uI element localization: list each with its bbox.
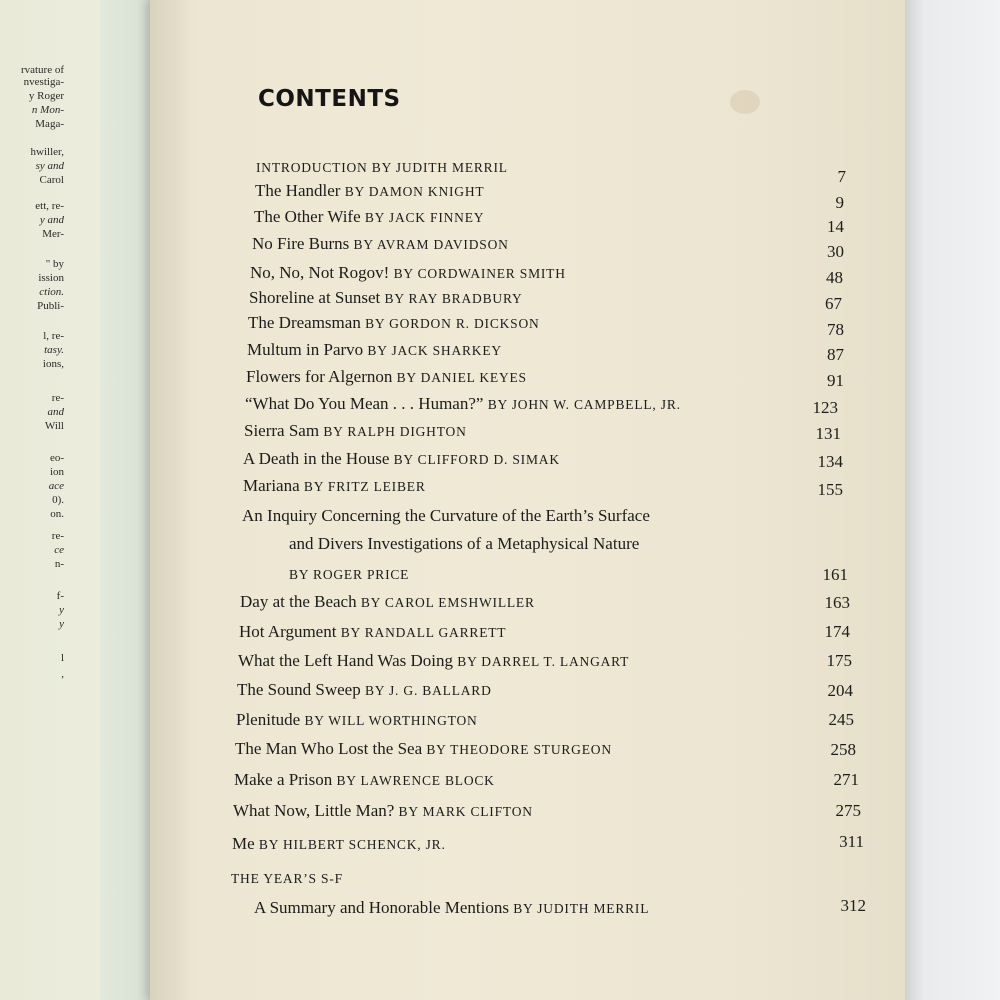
story-title: Day at the Beach — [240, 592, 357, 611]
page-number: 9 — [835, 193, 844, 212]
toc-entry — [244, 421, 467, 442]
story-title: Plenitude — [236, 710, 301, 729]
left-page-line: nvestiga- — [23, 76, 64, 88]
story-title: What Now, Little Man? — [233, 801, 395, 820]
left-page-line: ce — [54, 544, 64, 556]
left-page-line: Will — [44, 420, 64, 432]
paper-stain — [730, 90, 760, 114]
author-credit: BY CLIFFORD D. SIMAK — [393, 452, 560, 467]
story-title: The Sound Sweep — [237, 680, 361, 699]
background-surface — [905, 0, 1000, 1000]
toc-entry — [236, 710, 478, 731]
page-number: 163 — [824, 593, 850, 612]
left-page-line: tasy. — [44, 344, 64, 356]
page-title: CONTENTS — [258, 86, 401, 112]
left-page-line: re- — [51, 530, 64, 542]
author-credit: INTRODUCTION BY JUDITH MERRIL — [256, 160, 508, 175]
toc-entry — [232, 834, 446, 855]
story-title: Me — [232, 834, 255, 853]
story-title: A Summary and Honorable Mentions — [254, 898, 509, 917]
toc-entry — [238, 651, 629, 672]
left-page-line: ett, re- — [35, 200, 64, 212]
story-title: The Other Wife — [254, 207, 361, 226]
author-credit: BY DARREL T. LANGART — [457, 654, 630, 669]
page-number: 258 — [830, 740, 856, 759]
left-page-line: on. — [50, 508, 64, 520]
toc-entry — [250, 263, 566, 284]
toc-entry — [246, 367, 527, 388]
page-number: 311 — [839, 832, 864, 851]
story-title: Shoreline at Sunset — [249, 288, 381, 307]
page-number: 123 — [812, 398, 838, 417]
left-page-line: l — [60, 652, 64, 664]
toc-entry — [252, 234, 509, 255]
toc-entry — [249, 288, 523, 309]
author-credit: BY HILBERT SCHENCK, JR. — [258, 837, 446, 852]
page-number: 7 — [837, 167, 846, 186]
story-title: No, No, Not Rogov! — [250, 263, 390, 282]
left-page-line: l, re- — [43, 330, 64, 342]
left-page-line: n- — [54, 558, 64, 570]
toc-entry — [242, 506, 650, 526]
page-number: 134 — [817, 452, 843, 471]
story-title: No Fire Burns — [252, 234, 350, 253]
toc-entry — [243, 476, 426, 497]
left-page-line: y — [59, 604, 64, 616]
left-page-line: n Mon- — [31, 104, 64, 116]
author-credit: BY DAMON KNIGHT — [344, 184, 485, 199]
story-title: “What Do You Mean . . . Human?” — [245, 394, 484, 413]
author-credit: BY JUDITH MERRIL — [513, 901, 650, 916]
page-number: 87 — [827, 345, 844, 364]
left-page-line: Maga- — [35, 118, 64, 130]
story-title: The Dreamsman — [248, 313, 361, 332]
left-page-line: Carol — [39, 174, 64, 186]
toc-entry — [233, 801, 533, 822]
page-number: 131 — [815, 424, 841, 443]
toc-entry — [231, 869, 343, 889]
toc-entry — [248, 313, 540, 334]
left-page-line: eo- — [49, 452, 64, 464]
left-page-line: , — [61, 668, 64, 680]
toc-entry — [289, 534, 639, 554]
left-page-line: sy and — [35, 160, 64, 172]
author-credit: BY WILL WORTHINGTON — [304, 713, 478, 728]
toc-entry — [245, 394, 681, 415]
story-title: Flowers for Algernon — [246, 367, 393, 386]
story-title: The Man Who Lost the Sea — [235, 739, 423, 758]
toc-entry — [256, 158, 508, 178]
author-credit: BY JACK SHARKEY — [367, 343, 502, 358]
author-credit: BY CAROL EMSHWILLER — [360, 595, 535, 610]
page-number: 174 — [824, 622, 850, 641]
left-page-line: rvature of — [20, 64, 64, 76]
author-credit: BY ROGER PRICE — [289, 567, 410, 582]
toc-entry — [235, 739, 612, 760]
author-credit: BY AVRAM DAVIDSON — [353, 237, 509, 252]
author-credit: BY MARK CLIFTON — [398, 804, 533, 819]
story-title: Multum in Parvo — [247, 340, 364, 359]
left-page — [0, 0, 158, 1000]
left-page-line: y and — [39, 214, 64, 226]
left-page-line: ction. — [39, 286, 64, 298]
page-number: 67 — [825, 294, 842, 313]
left-page-line: and — [47, 406, 64, 418]
story-title: Sierra Sam — [244, 421, 320, 440]
author-credit: BY CORDWAINER SMITH — [393, 266, 566, 281]
author-credit: BY FRITZ LEIBER — [303, 479, 426, 494]
author-credit: BY GORDON R. DICKSON — [365, 316, 540, 331]
toc-entry — [255, 181, 484, 202]
page-number: 30 — [827, 242, 844, 261]
left-page-line: ion — [49, 466, 64, 478]
author-credit: BY LAWRENCE BLOCK — [336, 773, 495, 788]
story-title: Hot Argument — [239, 622, 337, 641]
story-title: and Divers Investigations of a Metaphysical Nature — [289, 534, 640, 553]
toc-entry — [239, 622, 506, 643]
page-number: 14 — [827, 217, 844, 236]
left-page-line: ions, — [42, 358, 64, 370]
page-number: 312 — [840, 896, 866, 915]
left-page-line: Publi- — [37, 300, 64, 312]
story-title: Make a Prison — [234, 770, 333, 789]
toc-entry — [247, 340, 502, 361]
page-number: 155 — [817, 480, 843, 499]
toc-entry — [254, 898, 649, 919]
page-number: 78 — [827, 320, 844, 339]
toc-entry — [237, 680, 492, 701]
left-page-line: re- — [51, 392, 64, 404]
story-title: The Handler — [255, 181, 341, 200]
toc-entry — [243, 449, 560, 470]
left-page-line: Mer- — [42, 228, 64, 240]
toc-entry — [289, 565, 409, 585]
toc-entry — [254, 207, 484, 228]
story-title: Mariana — [243, 476, 300, 495]
page-number: 91 — [827, 371, 844, 390]
story-title: A Death in the House — [243, 449, 390, 468]
toc-entry — [234, 770, 495, 791]
author-credit: BY RAY BRADBURY — [384, 291, 523, 306]
author-credit: BY RANDALL GARRETT — [340, 625, 507, 640]
page-number: 161 — [822, 565, 848, 584]
left-page-line: ace — [48, 480, 64, 492]
left-page-line: hwiller, — [30, 146, 64, 158]
author-credit: BY RALPH DIGHTON — [323, 424, 467, 439]
page-number: 204 — [827, 681, 853, 700]
left-page-line: y Roger — [28, 90, 64, 102]
left-page-line: 0). — [52, 494, 64, 506]
author-credit: BY THEODORE STURGEON — [426, 742, 612, 757]
story-title: What the Left Hand Was Doing — [238, 651, 454, 670]
page-number: 275 — [835, 801, 861, 820]
left-page-line: y — [59, 618, 64, 630]
page-number: 48 — [826, 268, 843, 287]
page-number: 271 — [833, 770, 859, 789]
page-number: 175 — [826, 651, 852, 670]
author-credit: BY JACK FINNEY — [364, 210, 485, 225]
left-page-line: ission — [38, 272, 64, 284]
left-page-line: " by — [45, 258, 64, 270]
page-number: 245 — [828, 710, 854, 729]
author-credit: THE YEAR’S S-F — [231, 871, 343, 886]
author-credit: BY J. G. BALLARD — [364, 683, 492, 698]
author-credit: BY JOHN W. CAMPBELL, JR. — [487, 397, 681, 412]
story-title: An Inquiry Concerning the Curvature of the Earth’s Surface — [242, 506, 650, 525]
left-page-line: f- — [56, 590, 64, 602]
toc-entry — [240, 592, 535, 613]
author-credit: BY DANIEL KEYES — [396, 370, 527, 385]
